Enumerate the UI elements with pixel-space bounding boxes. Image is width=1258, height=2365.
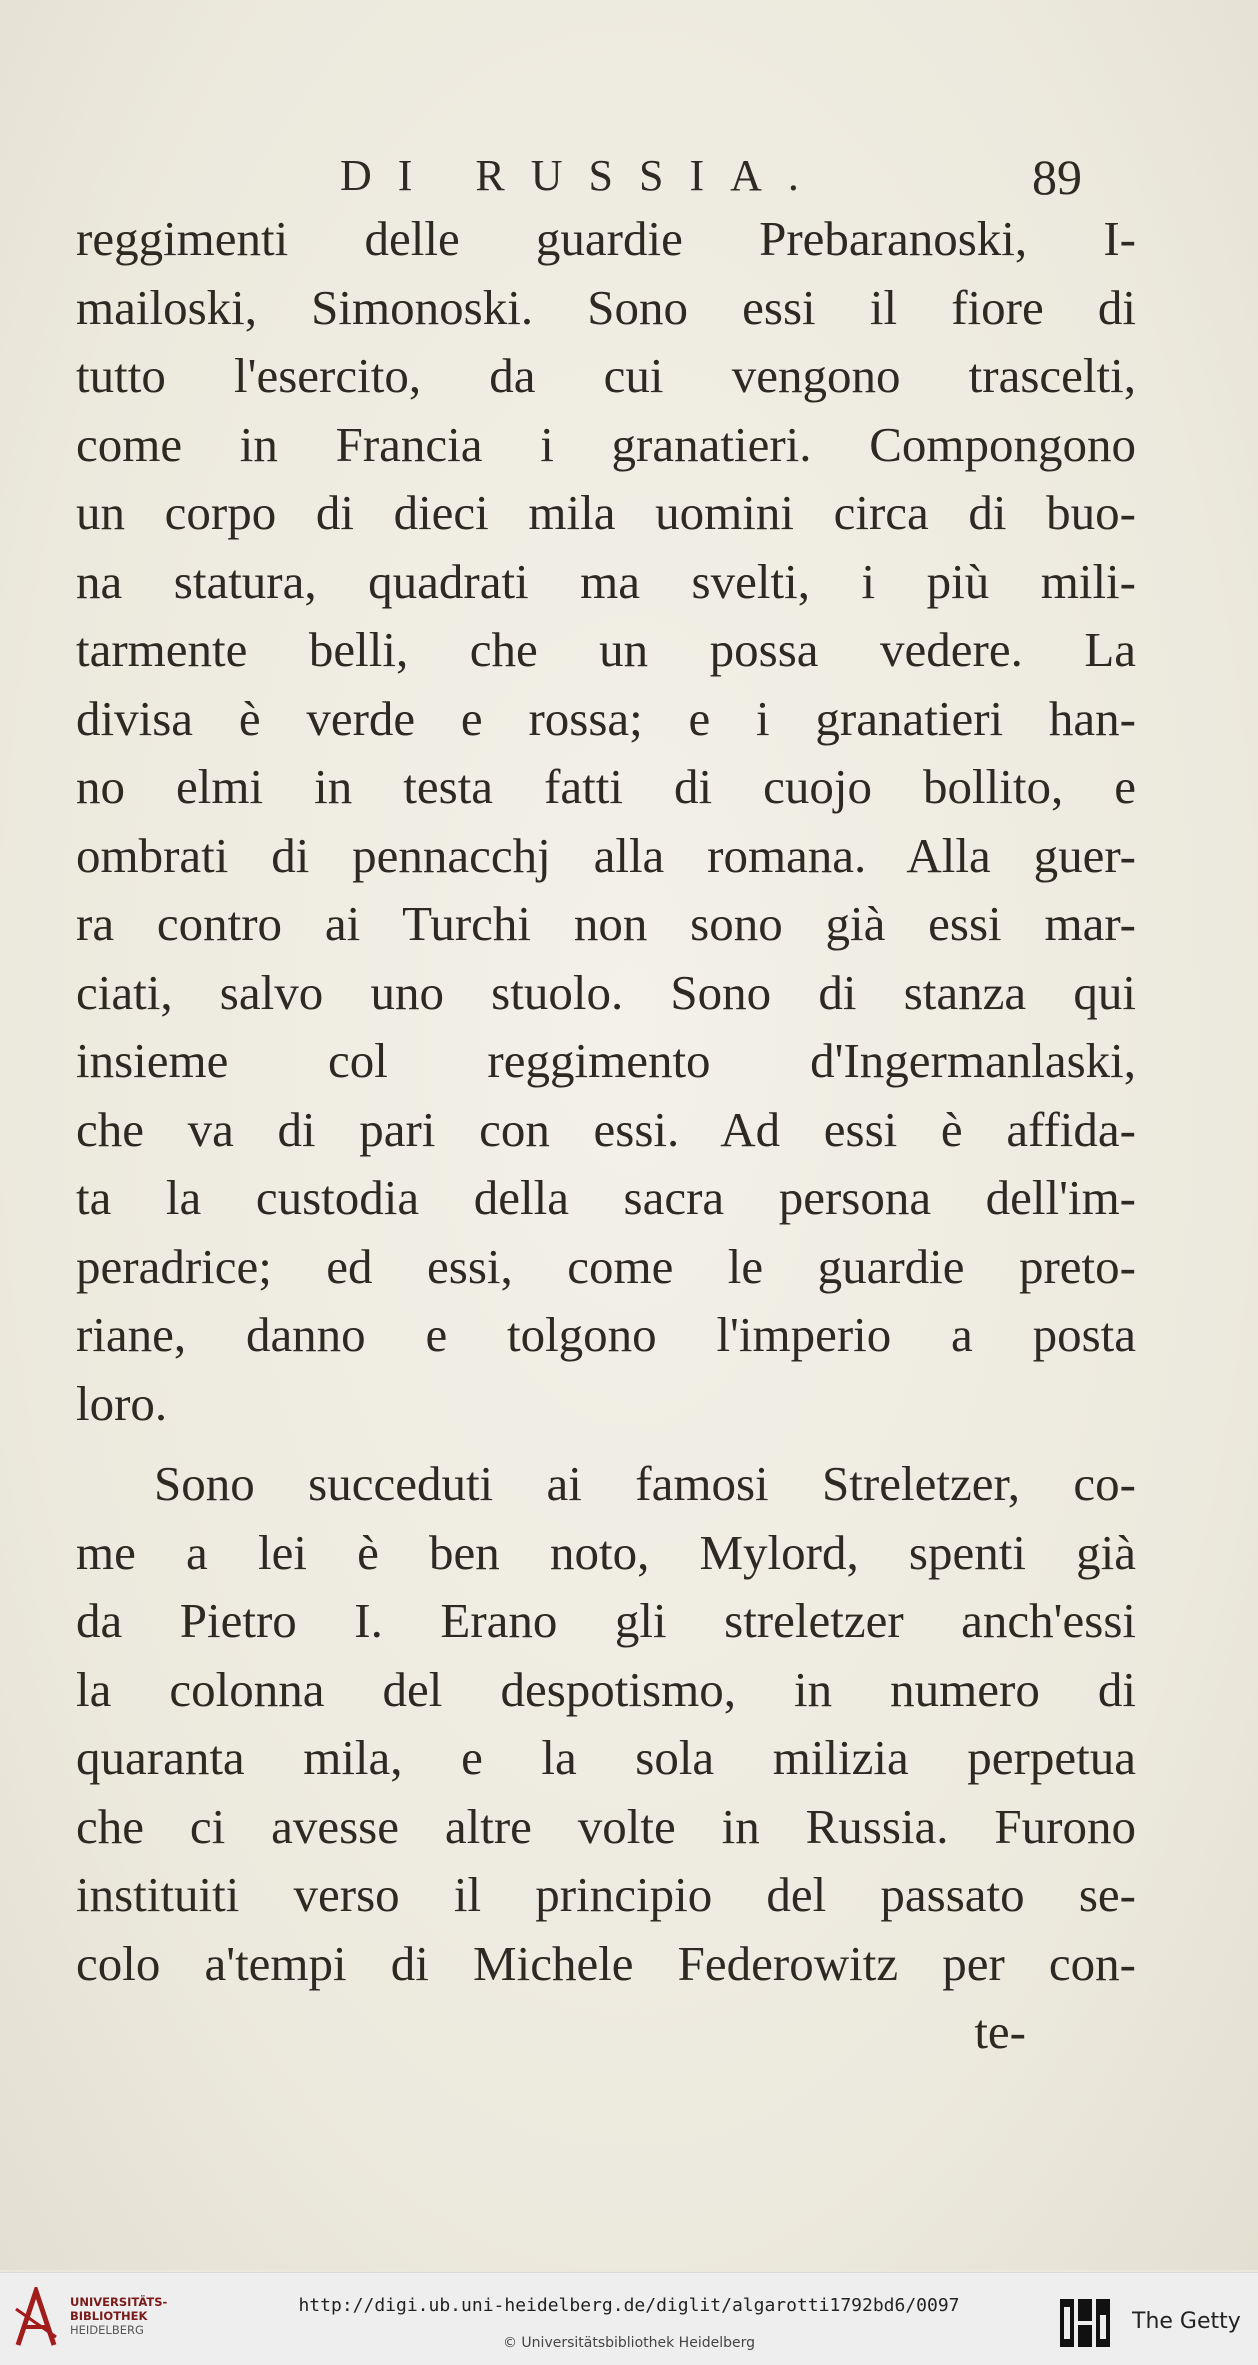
library-name: UNIVERSITÄTS- BIBLIOTHEK HEIDELBERG <box>70 2295 168 2337</box>
text-line: ombrati di pennacchj alla romana. Alla guer- <box>76 827 1136 883</box>
text-line: quaranta mila, e la sola milizia perpetua <box>76 1730 1136 1785</box>
text-line: na statura, quadrati ma svelti, i più mili- <box>76 553 1136 609</box>
text-line: un corpo di dieci mila uomini circa di buo- <box>76 485 1136 540</box>
text-line: che ci avesse altre volte in Russia. Furono <box>76 1798 1136 1854</box>
page-header <box>0 150 1258 210</box>
text-line: ra contro ai Turchi non sono già essi mar- <box>76 896 1136 951</box>
partner-name: The Getty <box>1132 2309 1241 2334</box>
text-line: divisa è verde e rossa; e i granatieri han- <box>76 690 1136 746</box>
permalink-url[interactable]: http://digi.ub.uni-heidelberg.de/diglit/algarotti1792bd6/0097 <box>298 2295 960 2316</box>
text-line: insieme col reggimento d'Ingermanlaski, <box>76 1033 1136 1088</box>
text-line: riane, danno e tolgono l'imperio a posta <box>76 1307 1136 1362</box>
text-line: come in Francia i granatieri. Compongono <box>76 416 1136 472</box>
text-line: che va di pari con essi. Ad essi è affida- <box>76 1101 1136 1157</box>
text-line: loro. <box>76 1375 168 1431</box>
text-line: ta la custodia della sacra persona dell'im- <box>76 1170 1136 1225</box>
copyright-notice: © Universitätsbibliothek Heidelberg <box>502 2335 755 2351</box>
text-line: peradrice; ed essi, come le guardie preto- <box>76 1238 1136 1294</box>
page-number: 89 <box>1032 149 1082 205</box>
getty-logo-icon <box>1058 2297 1112 2349</box>
viewer-footer <box>0 2272 1258 2365</box>
text-line: reggimenti delle guardie Prebaranoski, I- <box>76 211 1136 266</box>
text-line: colo a'tempi di Michele Federowitz per con- <box>76 1935 1136 1991</box>
text-line: ciati, salvo uno stuolo. Sono di stanza qui <box>76 964 1136 1020</box>
body-text <box>76 205 1136 2067</box>
catchword: te- <box>974 2004 1026 2059</box>
text-line: tutto l'esercito, da cui vengono trascelti, <box>76 348 1136 403</box>
text-line: no elmi in testa fatti di cuojo bollito, e <box>76 759 1136 814</box>
running-head: DI RUSSIA. <box>340 151 825 200</box>
text-line: da Pietro I. Erano gli streletzer anch'essi <box>76 1593 1136 1648</box>
text-line: instituiti verso il principio del passato se- <box>76 1867 1136 1922</box>
text-line: me a lei è ben noto, Mylord, spenti già <box>76 1524 1136 1580</box>
text-line: tarmente belli, che un possa vedere. La <box>76 622 1136 677</box>
text-line: Sono succeduti ai famosi Streletzer, co- <box>154 1456 1136 1511</box>
text-line: la colonna del despotismo, in numero di <box>76 1661 1136 1717</box>
text-line: mailoski, Simonoski. Sono essi il fiore di <box>76 279 1136 335</box>
